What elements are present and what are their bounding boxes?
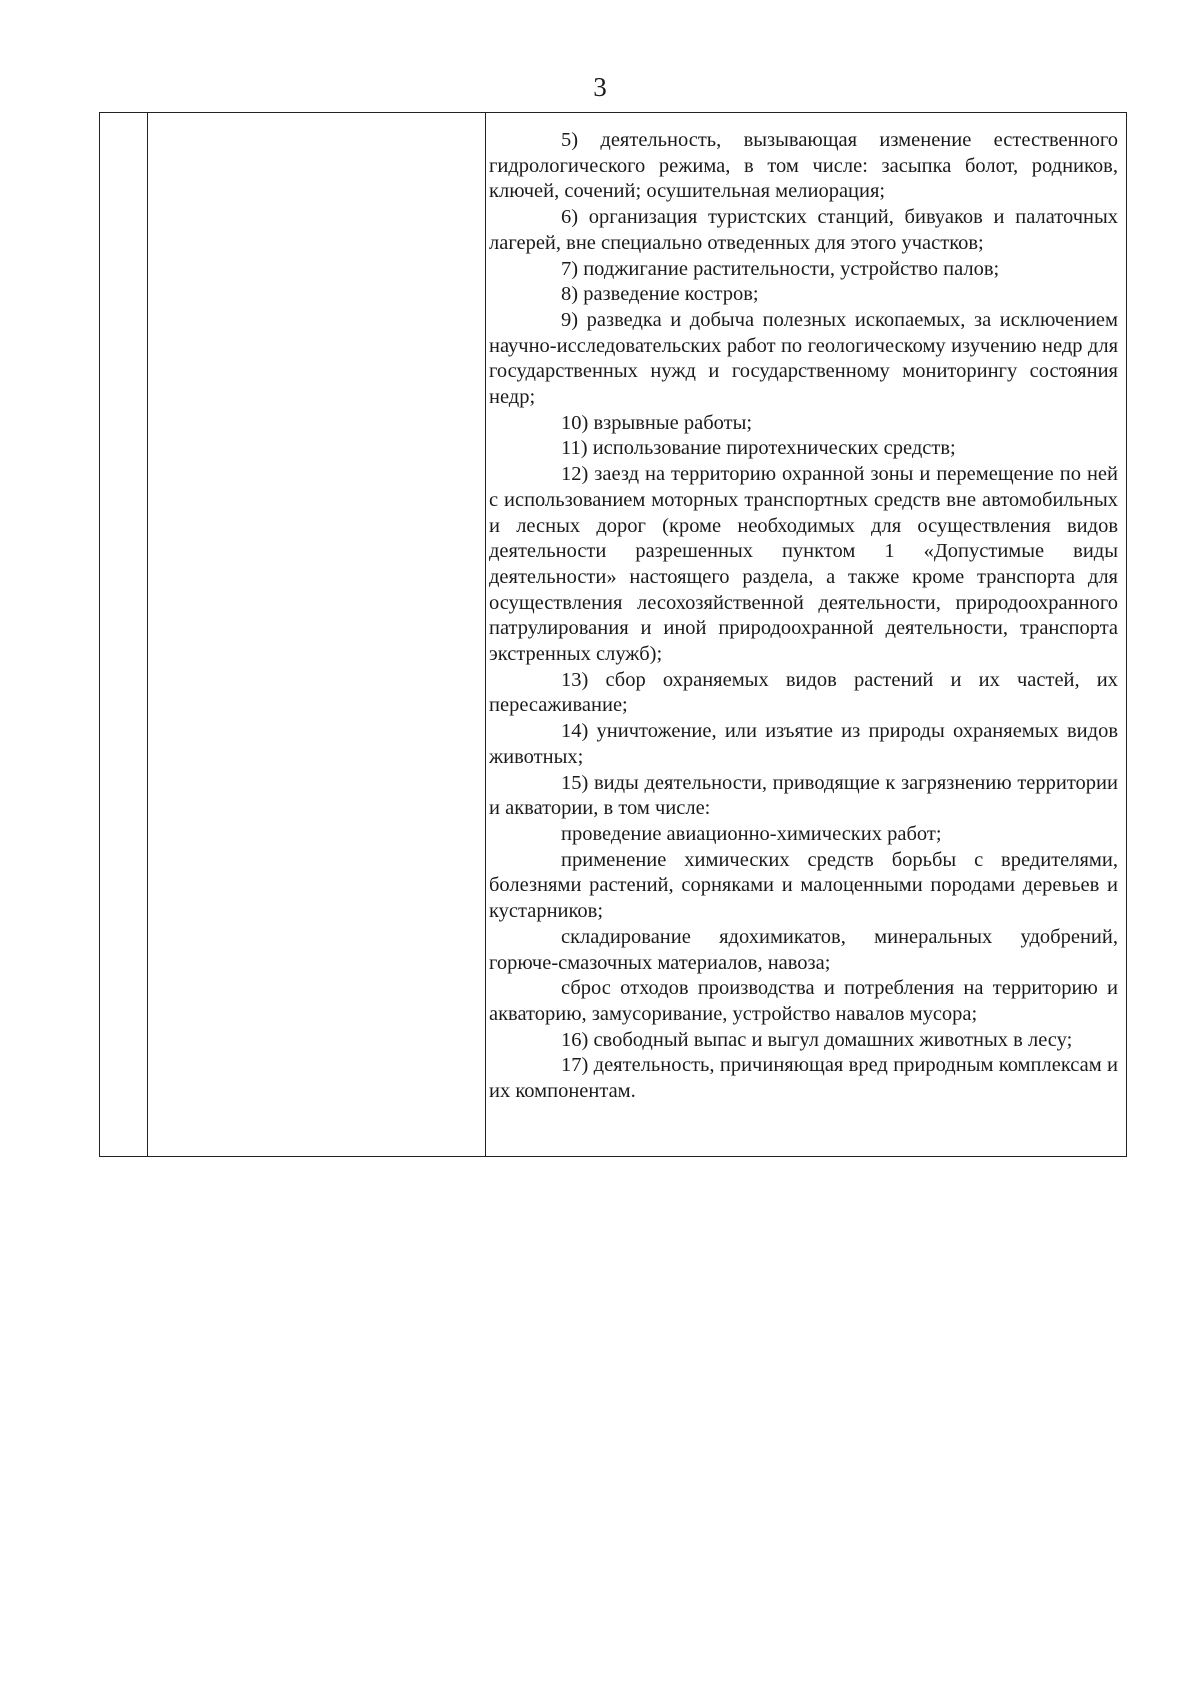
- paragraph-item-16: 16) свободный выпас и выгул домашних животных в лесу;: [561, 1028, 1073, 1051]
- paragraph-item-8: 8) разведение костров;: [561, 283, 759, 306]
- paragraph-item-15: 15) виды деятельности, приводящие к загрязнению территории и акватории, в том числе:: [489, 771, 1118, 820]
- paragraph-item-9: 9) разведка и добыча полезных ископаемых, за исключением научно-исследовательских работ по геологическому изучению недр для государственных нужд и государственному мониторингу состояния недр;: [489, 308, 1118, 409]
- paragraph-item-12: 12) заезд на территорию охранной зоны и перемещение по ней с использованием моторных транспортных средств вне автомобильных и лесных дорог (кроме необходимых для осуществления видов деятельности разрешенных пунктом 1 «Допустимые виды деятельности» настоящего раздела, а также кроме транспорта для осуществления лесохозяйственной деятельности, природоохранного патрулирования и иной природоохранной деятельности, транспорта экстренных служб);: [489, 463, 1118, 666]
- paragraph-item-11: 11) использование пиротехнических средств;: [561, 437, 956, 460]
- paragraph-item-6: 6) организация туристских станций, бивуаков и палаточных лагерей, вне специально отведенных для этого участков;: [489, 206, 1118, 254]
- table-column-divider-1: [147, 113, 148, 1156]
- table-column-divider-2: [485, 113, 486, 1156]
- paragraph-subitem-storage: складирование ядохимикатов, минеральных удобрений, горюче-смазочных материалов, навоза;: [489, 925, 1118, 974]
- paragraph-subitem-aviation: проведение авиационно-химических работ;: [561, 822, 942, 845]
- page-number: 3: [593, 72, 607, 102]
- paragraph-item-5: 5) деятельность, вызывающая изменение естественного гидрологического режима, в том числе: засыпка болот, родников, ключей, сочений; осушительная мелиорация;: [489, 129, 1118, 203]
- paragraph-subitem-chemicals: применение химических средств борьбы с вредителями, болезнями растений, сорняками и малоценными породами деревьев и кустарников;: [489, 848, 1118, 923]
- paragraph-item-17: 17) деятельность, причиняющая вред природным комплексам и их компонентам.: [489, 1054, 1118, 1103]
- paragraph-item-10: 10) взрывные работы;: [561, 411, 753, 434]
- paragraph-item-14: 14) уничтожение, или изъятие из природы охраняемых видов животных;: [489, 720, 1118, 768]
- paragraph-item-7: 7) поджигание растительности, устройство палов;: [561, 257, 1000, 280]
- paragraph-item-13: 13) сбор охраняемых видов растений и их частей, их пересаживание;: [489, 668, 1118, 717]
- paragraph-subitem-waste: сброс отходов производства и потребления на территорию и акваторию, замусоривание, устройство навалов мусора;: [489, 977, 1118, 1025]
- prohibited-activities-cell: [489, 128, 1118, 1105]
